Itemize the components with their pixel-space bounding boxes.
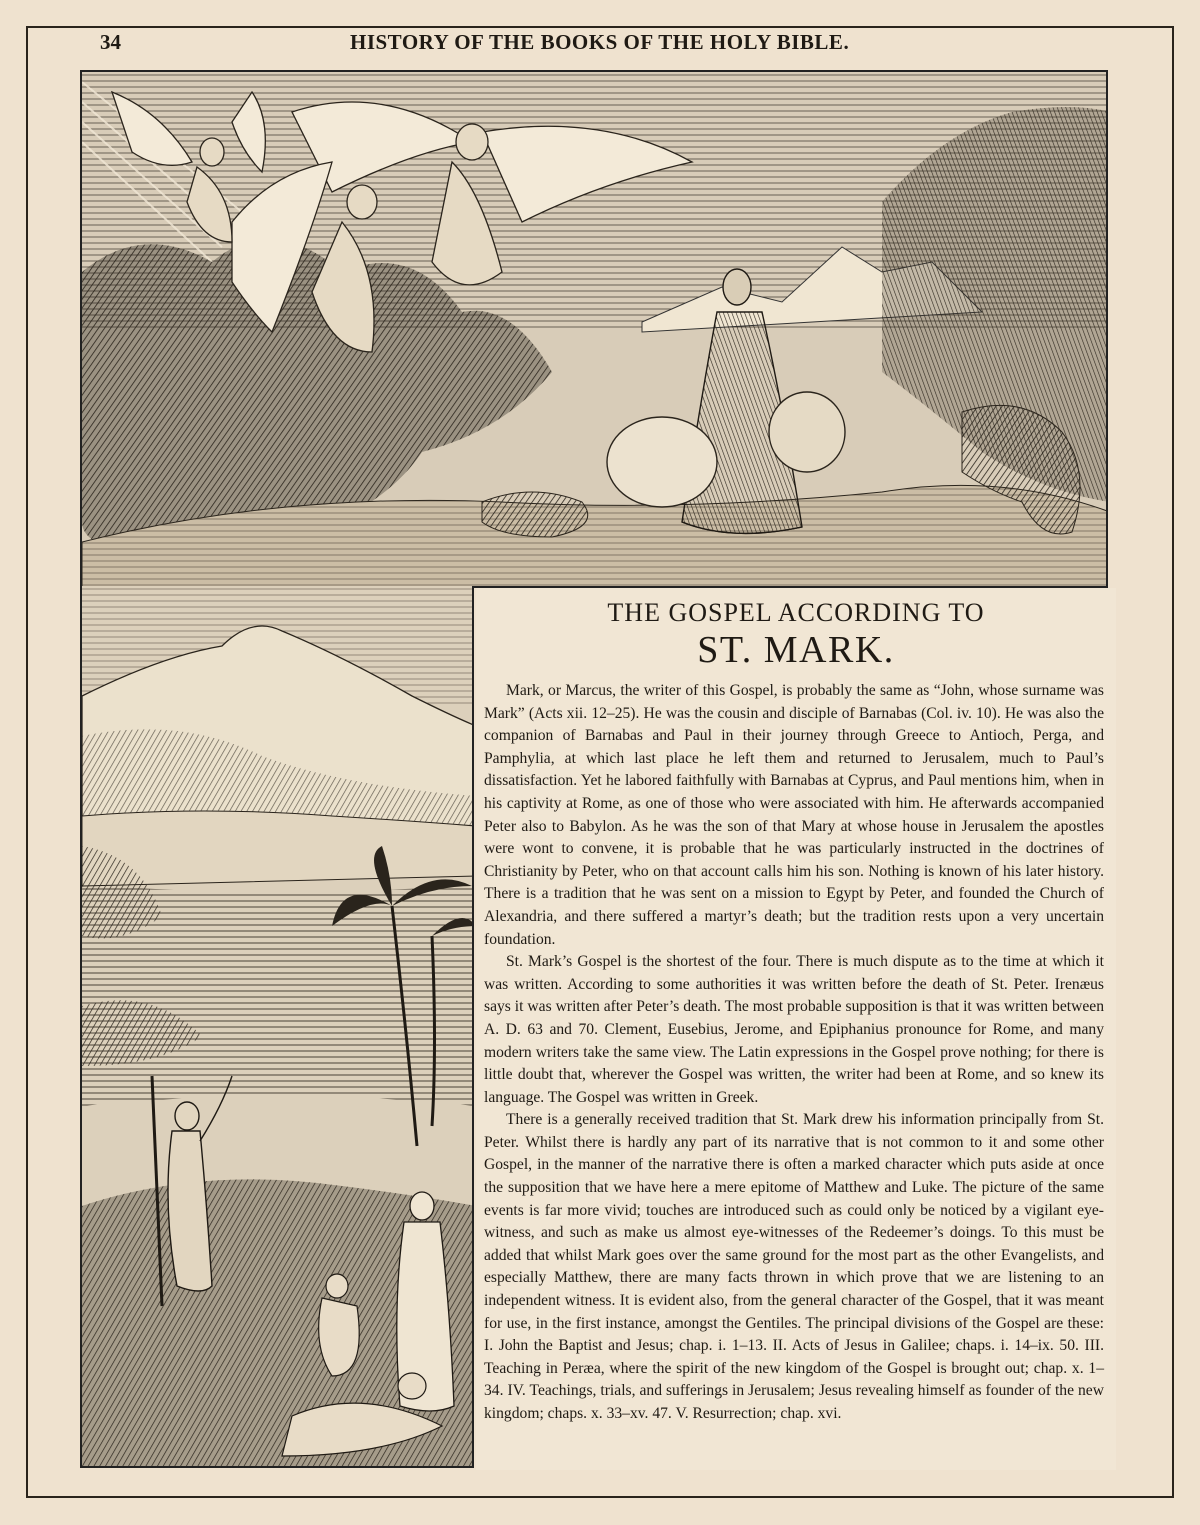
engraving-top [80, 70, 1108, 588]
body-text [484, 680, 1104, 1426]
section-title-line-1: THE GOSPEL ACCORDING TO [607, 598, 985, 627]
engraving-left [80, 586, 474, 1468]
page-number: 34 [100, 30, 121, 54]
river-crowd-engraving [82, 586, 474, 1468]
text-panel [476, 588, 1116, 1470]
running-title: HISTORY OF THE BOOKS OF THE HOLY BIBLE. [350, 30, 850, 54]
angels-wilderness-engraving [82, 72, 1108, 588]
section-title-line-2: ST. MARK. [697, 629, 895, 671]
paragraph-2: St. Mark’s Gospel is the shortest of the four. There is much dispute as to the time at which it was written. According to some authorities it was written before the death of St. Peter. Irenæus says it was written after Peter’s death. The most probable supposition is that it was written between A. D. 63 and 70. Clement, Eusebius, Jerome, and Epiphanius pronounce for Rome, and many modern writers take the same view. The Latin expressions in the Gospel prove nothing; for there is little doubt that, wherever the Gospel was written, the writer had been at Rome, and so knew its language. The Gospel was written in Greek. [484, 953, 1104, 1106]
paragraph-1: Mark, or Marcus, the writer of this Gospel, is probably the same as “John, whose surname was Mark” (Acts xii. 12–25). He was the cousin and disciple of Barnabas (Col. iv. 10). He was also the companion of Barnabas and Paul in their journey through Greece to Antioch, Perga, and Pamphylia, at which last place he left them and returned to Jerusalem, much to Paul’s dissatisfaction. Yet he labored faithfully with Barnabas at Cyprus, and Paul mentions him, when in his captivity at Rome, as one of those who were associated with him. He afterwards accompanied Peter also to Babylon. As he was the son of that Mary at whose house in Jerusalem the apostles were wont to convene, it is probable that he was particularly instructed in the doctrines of Christianity by Peter, who on that account calls him his son. Nothing is known of his later history. There is a tradition that he was sent on a mission to Egypt by Peter, and founded the Church of Alexandria, and there suffered a martyr’s death; but the tradition rests upon a very uncertain foundation. [484, 682, 1104, 948]
paragraph-3: There is a generally received tradition that St. Mark drew his information principally from St. Peter. Whilst there is hardly any part of its narrative that is not common to it and some other Gospel, in the manner of the narrative there is often a marked character which puts aside at once the supposition that we have here a mere epitome of Matthew and Luke. The picture of the same events is far more vivid; touches are introduced such as could only be noticed by a vigilant eye-witness, and such as make us almost eye-witnesses of the Redeemer’s doings. To this must be added that whilst Mark goes over the same ground for the most part as the other Evangelists, and especially Matthew, there are many facts thrown in which prove that we are listening to an independent witness. It is evident also, from the general character of the Gospel, that it was meant for use, in the first instance, amongst the Gentiles. The principal divisions of the Gospel are these: I. John the Baptist and Jesus; chap. i. 1–13. II. Acts of Jesus in Galilee; chaps. i. 14–ix. 50. III. Teaching in Peræa, where the spirit of the new kingdom of the Gospel is brought out; chap. x. 1–34. IV. Teachings, trials, and sufferings in Jerusalem; Jesus revealing himself as founder of the new kingdom; chaps. x. 33–xv. 47. V. Resurrection; chap. xvi. [484, 1111, 1104, 1422]
